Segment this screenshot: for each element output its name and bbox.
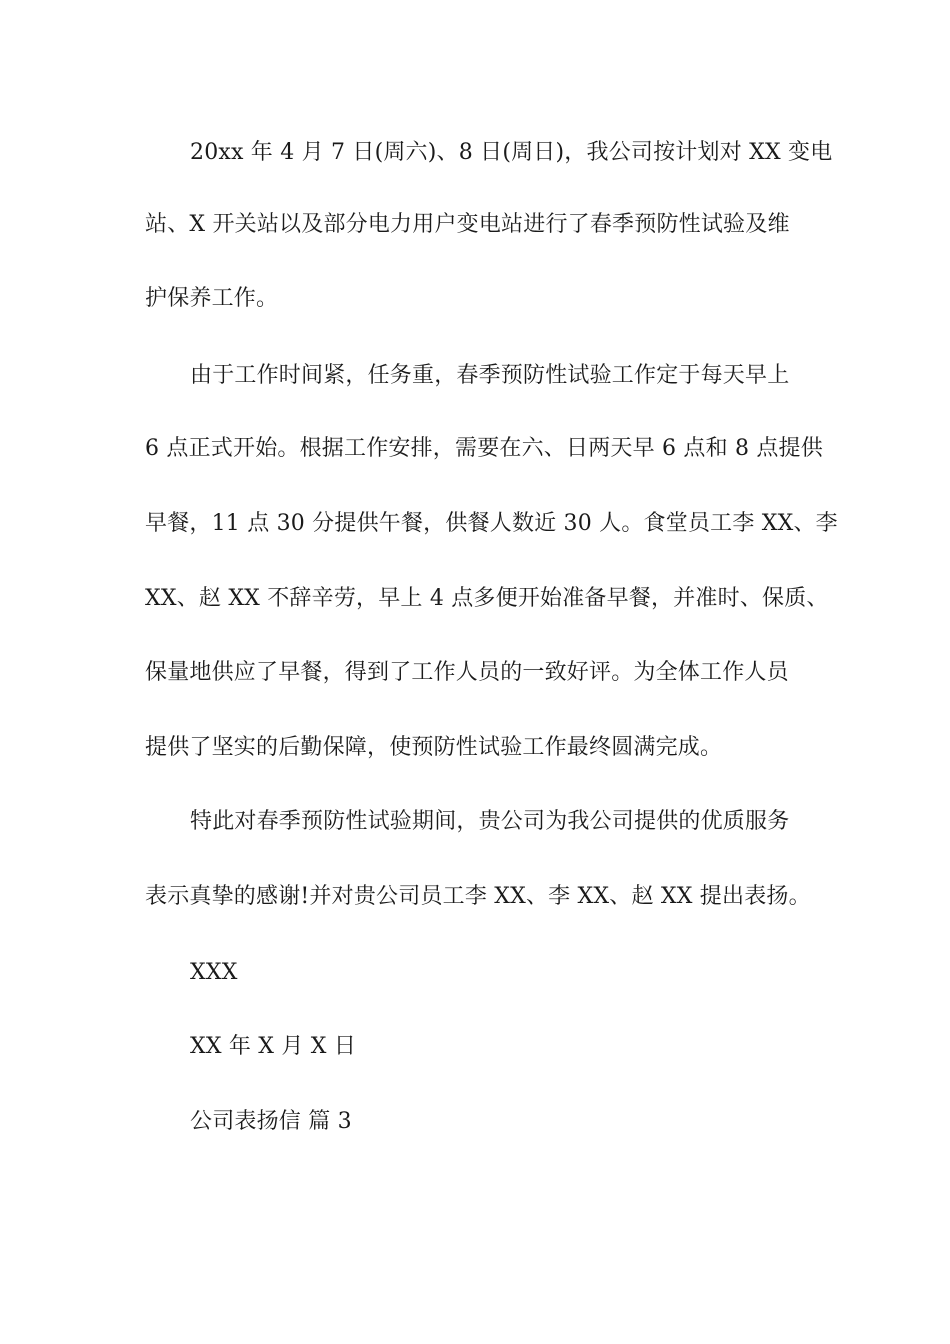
- date-line: XX 年 X 月 X 日: [190, 1034, 357, 1059]
- paragraph-1-line-2: 站、X 开关站以及部分电力用户变电站进行了春季预防性试验及维: [145, 212, 790, 237]
- paragraph-2-line-6: 提供了坚实的后勤保障，使预防性试验工作最终圆满完成。: [145, 735, 723, 760]
- paragraph-3-line-1: 特此对春季预防性试验期间，贵公司为我公司提供的优质服务: [190, 809, 790, 834]
- paragraph-1-line-3: 护保养工作。: [145, 286, 279, 311]
- paragraph-1-line-1: 20xx 年 4 月 7 日(周六)、8 日(周日)，我公司按计划对 XX 变电: [190, 140, 833, 165]
- paragraph-2-line-2: 6 点正式开始。根据工作安排，需要在六、日两天早 6 点和 8 点提供: [145, 436, 823, 461]
- paragraph-2-line-4: XX、赵 XX 不辞辛劳，早上 4 点多便开始准备早餐，并准时、保质、: [145, 586, 829, 611]
- paragraph-2-line-1: 由于工作时间紧，任务重，春季预防性试验工作定于每天早上: [190, 363, 790, 388]
- paragraph-2-line-5: 保量地供应了早餐，得到了工作人员的一致好评。为全体工作人员: [145, 660, 789, 685]
- paragraph-2-line-3: 早餐，11 点 30 分提供午餐，供餐人数近 30 人。食堂员工李 XX、李: [145, 511, 838, 536]
- signature: XXX: [190, 960, 238, 985]
- paragraph-3-line-2: 表示真挚的感谢!并对贵公司员工李 XX、李 XX、赵 XX 提出表扬。: [145, 884, 811, 909]
- next-section-heading: 公司表扬信 篇 3: [190, 1109, 352, 1134]
